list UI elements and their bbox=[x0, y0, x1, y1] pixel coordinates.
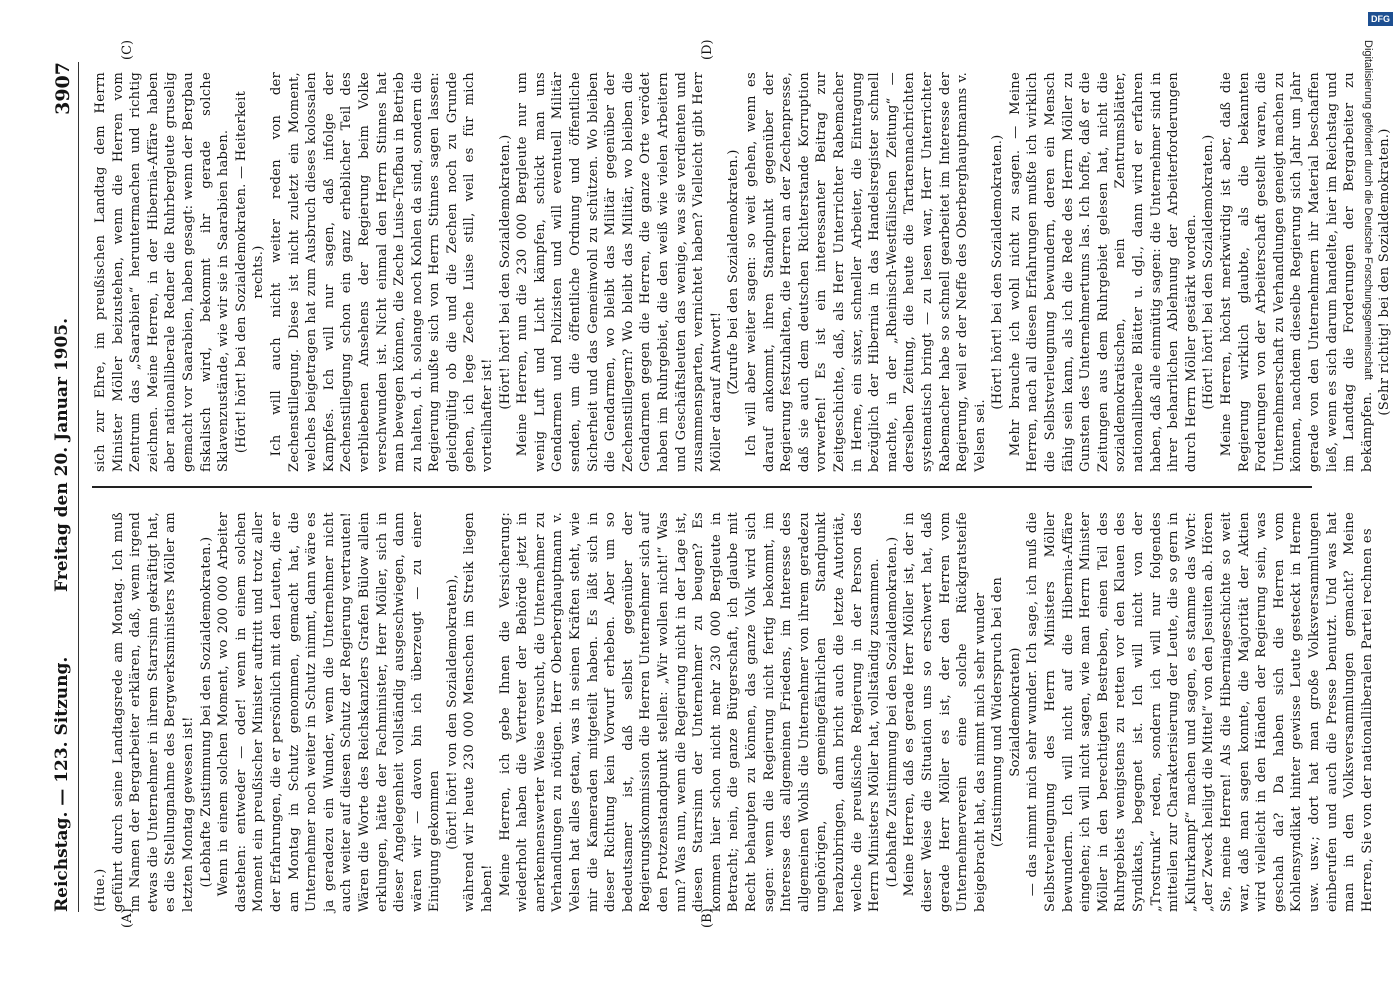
digitization-credit: Digitalisierung gefördert durch die Deutsche Forschungsgemeinschaft bbox=[1362, 40, 1374, 380]
paragraph: Ich will aber weiter sagen: so weit gehen, wenn es darauf ankommt, ihren Standpunkt gegenüber der Regierung festzuhalten, die Herren an der Zechenpresse, daß sie auch dem deutschen Richterstande Korruption vorwerfen! Es ist ein interessanter Beitrag zur Zeitgeschichte, daß, als Herr Unterrichter Rabemacher in Herne, ein sixer, schneller Arbeiter, die Eintragung bezüglich der Hibernia in das Handelsregister schnell machte, in der „Rheinisch-Westfälischen Zeitung“ — derselben Zeitung, die heute die Tartarennachrichten systematisch bringt — zu lesen war, Herr Unterrichter Rabemacher habe so schnell gearbeitet im Interesse der Regierung, weil er der Neffe des Oberberghauptmanns v. Velsen sei. bbox=[743, 72, 988, 472]
paragraph: — das nimmt mich sehr wunder. Ich sage, ich muß die Selbstverleugnung des Herrn Ministers Möller bewundern. Ich will nicht auf die Hibernia-Affäre eingehen; ich will nicht sagen, wie man Herrn Minister Möller in den berechtigten Bestreben, einen Teil des Ruhrgebiets wenigstens zu retten vor den Klauen des Syndikats, begegnet ist. Ich will nicht von der „Trostrunk“ reden, sondern ich will nur folgendes mitteilen zur Charakterisierung der Leute, die so gern in „Kulturkampf“ machen und sagen, es stamme das Wort: „der Zweck heiligt die Mittel“ von den Jesuiten ab. Hören Sie, meine Herren! Als die Hiberniageschichte so weit war, daß man sagen konnte, die Majorität der Aktien wird vielleicht in den Händen der Regierung sein, was geschah da? Da haben sich die Herren vom Kohlensyndikat hinter gewisse Leute gesteckt in Herne usw. usw.; dort hat man große Volksversammlungen einberufen und auch die Presse benutzt. Und was hat man in den Volksversammlungen gemacht? Meine Herren, Sie von der nationalliberalen Partei rechnen es bbox=[1025, 512, 1375, 912]
paragraph: Meine Herren, daß es gerade Herr Möller ist, der in dieser Weise die Situation uns so erschwert hat, daß gerade Herr Möller es ist, der den Herren vom Unternehmerverein eine solche Rückgratsteife beigebracht hat, das nimmt mich sehr wunder bbox=[902, 512, 988, 912]
paragraph: (Hue.) bbox=[93, 868, 108, 912]
interjection: (Sehr richtig! bei den Sozialdemokraten.) bbox=[1377, 128, 1393, 416]
interjection: (Lebhafte Zustimmung bei den Sozialdemokraten.) bbox=[884, 536, 900, 888]
interjection: (hört! hört! von den Sozialdemokraten), bbox=[444, 574, 460, 850]
page-number: 3907 bbox=[52, 62, 74, 115]
header-rule bbox=[78, 62, 79, 912]
column-divider bbox=[92, 486, 1312, 488]
paragraph: Ich will auch nicht weiter reden von der Zechenstillegung. Diese ist nicht zuletzt ein Moment, welches beigetragen hat zum Ausbruch dieses kolossalen Kampfes. Ich will nur sagen, daß infolge der Zechenstillegung schon ein ganz erheblicher Teil des verbliebenen Ansehens der Regierung beim Volke verschwunden ist. Nicht einmal den Herrn Stinnes hat man bewegen können, die Zeche Luise-Tiefbau in Betrieb zu halten, d. h. solange noch Kohlen da sind, sondern die Regierung mußte sich von Herrn Stinnes sagen lassen: gleichgültig ob die und die Zechen noch zu Grunde gehen, ich lege Zeche Luise still, weil es für mich vorteilhafter ist! bbox=[268, 72, 496, 472]
interjection: (Hört! hört! bei den Sozialdemokraten.) bbox=[497, 134, 513, 410]
paragraph: Meine Herren, höchst merkwürdig ist aber, daß die Regierung wirklich glaubte, als die bekannten Forderungen von der Arbeiterschaft gestellt waren, die Unternehmerschaft zu Verhandlungen geneigt machen zu können, nachdem dieselbe Regierung sich Jahr um Jahr gerade von den Unternehmern ihr Material beschaffen ließ, wenn es sich darum handelte, hier im Reichstag und im Landtag die Forderungen der Bergarbeiter zu bekämpfen. bbox=[1219, 72, 1375, 472]
interjection: (Zustimmung und Widerspruch bei den Sozialdemokraten) bbox=[990, 576, 1023, 848]
right-text-column bbox=[92, 72, 1394, 472]
header-left: Reichstag. — 123. Sitzung. bbox=[52, 656, 72, 912]
dfg-logo: DFG bbox=[1368, 12, 1393, 26]
left-text-column bbox=[92, 512, 1376, 912]
margin-marker-c: (C) bbox=[120, 39, 135, 60]
interjection: (Zurufe bei den Sozialdemokraten.) bbox=[726, 149, 742, 395]
paragraph: Mehr brauche ich wohl nicht zu sagen. — Meine Herren, nach all diesen Erfahrungen mußte ich wirklich die Selbstverleugnung bewundern, deren ein Mensch fähig sein kann, als ich die Rede des Herrn Möller zu Gunsten des Unternehmertums las. Ich hoffe, daß er die Zeitungen aus dem Ruhrgebiet gelesen hat, nicht die sozialdemokratischen, nein Zentrumsblätter, nationalliberale Blätter u. dgl., dann wird er erfahren haben, daß alle einmütig sagen: die Unternehmer sind in ihrer beharrlichen Ablehnung der Arbeiterforderungen durch Herrn Möller gestärkt worden. bbox=[1007, 72, 1199, 472]
margin-marker-b: (B) bbox=[700, 908, 715, 928]
interjection: (Hört! hört! bei den Sozialdemokraten.) bbox=[1201, 134, 1217, 410]
header-date: Freitag den 20. Januar 1905. bbox=[52, 317, 72, 592]
margin-marker-d: (D) bbox=[700, 39, 715, 60]
paragraph: sich zur Ehre, im preußischen Landtag dem Herrn Minister Möller beizustehen, wenn die Herren vom Zentrum das „Saarabien“ heruntermachen und richtig zeichnen. Meine Herren, in der Hibernia-Affäre haben aber nationalliberale Redner die Ruhrbergleute gruselig gemacht vor Saarabien, haben gesagt: wenn der Bergbau fiskalisch wird, bekommt ihr gerade solche Sklavenzustände, wie wir sie in Saarabien haben. bbox=[93, 72, 232, 472]
margin-marker-a: (A) bbox=[120, 908, 135, 928]
paragraph: Meine Herren, ich gebe Ihnen die Versicherung: wiederholt haben die Vertreter der Behörde jetzt in anerkennenswerter Weise versucht, die Unternehmer zu Verhandlungen zu nötigen. Herr Oberberghauptmann v. Velsen hat alles getan, was in seinen Kräften steht, wie mir die Kameraden mitgeteilt haben. Es läßt sich in dieser Richtung kein Vorwurf erheben. Aber um so bedeutsamer ist, daß selbst gegenüber der Regierungskommission die Herren Unternehmer sich auf den Protzenstandpunkt stellen: „Wir wollen nicht!“ Was nun? Was nun, wenn die Regierung nicht in der Lage ist, diesen Starrsinn der Unternehmer zu beugen? Es kommen hier schon nicht mehr 230 000 Bergleute in Betracht; nein, die ganze Bürgerschaft, ich glaube mit Recht behaupten zu können, das ganze Volk wird sich sagen: wenn die Regierung nicht fertig bekommt, im Interesse des allgemeinen Friedens, im Interesse des allgemeinen Wohls die Unternehmer von ihrem geradezu ungehörigen, gemeingefährlichen Standpunkt herabzubringen, dann bricht auch die letzte Autorität, welche die preußische Regierung in der Person des Herrn Ministers Möller hat, vollständig zusammen. bbox=[497, 512, 883, 912]
paragraph: geführt durch seine Landtagsrede am Montag. Ich muß im Namen der Bergarbeiter erklären, daß, wenn irgend etwas die Unternehmer in ihrem Starrsinn gekräftigt hat, es die Stellungnahme des Bergwerksministers Möller am letzten Montag gewesen ist! bbox=[110, 512, 196, 912]
interjection: (Lebhafte Zustimmung bei den Sozialdemokraten.) bbox=[198, 536, 214, 888]
paragraph: während wir heute 230 000 Menschen im Streik liegen haben! bbox=[462, 512, 496, 912]
interjection: (Hört! hört! bei den Sozialdemokraten.) bbox=[990, 134, 1006, 410]
interjection: (Hört! hört! bei den Sozialdemokraten. — Heiterkeit rechts.) bbox=[233, 90, 267, 454]
paragraph: Wenn in einem solchen Moment, wo 200 000 Arbeiter dastehen: entweder — oder! wenn in einem solchen Moment ein preußischer Minister auftritt und trotz aller der Erfahrungen, die er persönlich mit den Leuten, die er am Montag in Schutz genommen, gemacht hat, die Unternehmer noch weiter in Schutz nimmt, dann wäre es ja geradezu ein Wunder, wenn die Unternehmer nicht auch weiter auf diesen Schutz der Regierung vertrauten! Wären die Worte des Reichskanzlers Grafen Bülow allein erklungen, hätte der Fachminister, Herr Möller, sich in dieser Angelegenheit vollständig ausgeschwiegen, dann wären wir — davon bin ich überzeugt — zu einer Einigung gekommen bbox=[216, 512, 443, 912]
paragraph: Meine Herren, nun die 230 000 Bergleute nur um wenig Luft und Licht kämpfen, schickt man uns Gendarmen und Polizisten und will eventuell Militär senden, um die öffentliche Ordnung und öffentliche Sicherheit und das Gemeinwohl zu schützen. Wo bleiben die Gendarmen, wo bleibt das Militär gegenüber der Zechenstillegern? Wo bleibt das Militär, wo bleiben die Gendarmen gegen die Herren, die ganze Orte verödet haben im Ruhrgebiet, die den weiß wie vielen Arbeitern und Geschäftsleuten das wenige, was sie verdienten und zusammensparten, vernichtet haben? Vielleicht gibt Herr Möller darauf Antwort! bbox=[515, 72, 724, 472]
